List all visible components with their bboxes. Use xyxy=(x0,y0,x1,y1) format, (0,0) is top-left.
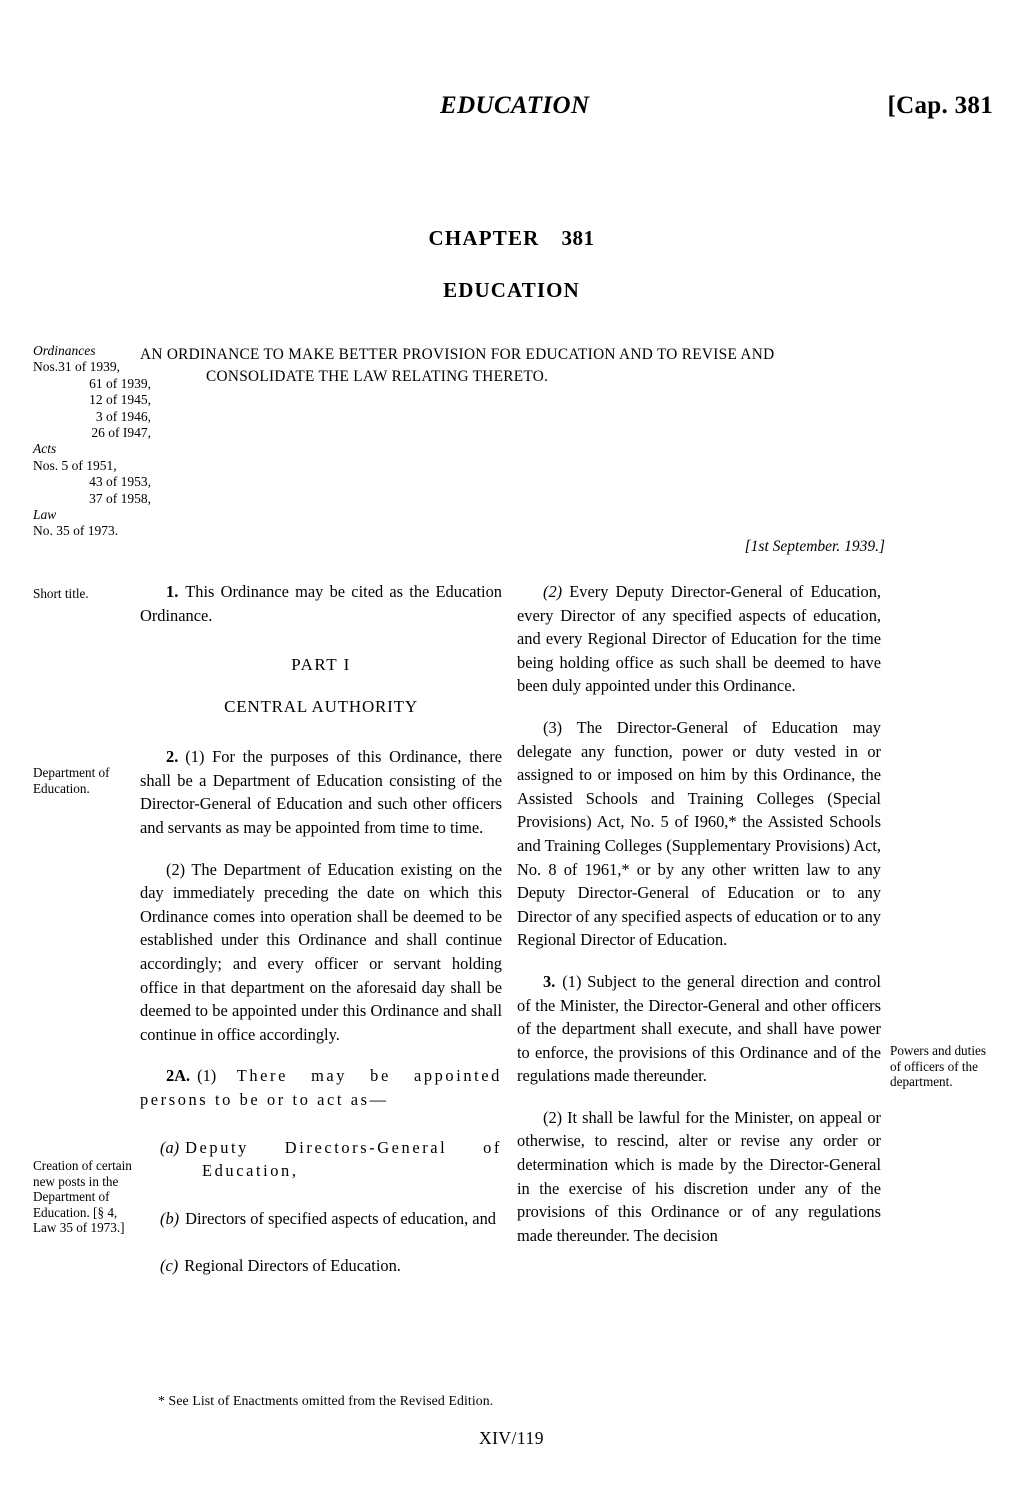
acts-label: Acts xyxy=(33,441,57,457)
section-2-subsection-2 xyxy=(140,858,502,1047)
ordinance-entry: 26 of I947, xyxy=(91,425,151,441)
section-1-text: This Ordinance may be cited as the Education Ordinance. xyxy=(140,582,502,625)
section-2A-subsection-1-text: There may be appointed persons to be or to act as— xyxy=(140,1066,502,1109)
marginal-note-short-title: Short title. xyxy=(33,586,89,601)
item-text: Regional Directors of Education. xyxy=(184,1256,401,1276)
section-2-subsection-1-text: For the purposes of this Ordinance, there shall be a Department of Education consisting of the Director-General of Education and such other officers and servants as may be appointed from time to time. xyxy=(140,747,502,837)
column-left xyxy=(140,580,502,1295)
act-entry: 43 of 1953, xyxy=(89,474,151,490)
ordinance-entry: 61 of 1939, xyxy=(89,375,151,391)
operative-date: [1st September. 1939.] xyxy=(744,538,885,555)
chapter-number: 381 xyxy=(561,226,595,250)
running-head-title: EDUCATION xyxy=(440,92,590,119)
chapter-label: CHAPTER xyxy=(428,226,540,250)
running-head xyxy=(0,92,1023,132)
section-3-subsection-2 xyxy=(517,1106,881,1248)
subsection-marker: (1) xyxy=(562,971,582,991)
running-head-cap-reference: [Cap. 381 xyxy=(887,92,993,119)
section-1-number: 1. xyxy=(166,582,179,601)
section-2-number: 2. xyxy=(166,747,179,767)
section-2A-item xyxy=(140,1254,502,1278)
subsection-marker: (1) xyxy=(185,747,205,767)
act-entry: Nos. 5 of 1951, xyxy=(33,457,117,473)
page-folio: XIV/119 xyxy=(478,1428,545,1448)
section-1 xyxy=(140,580,502,627)
law-label: Law xyxy=(33,507,57,523)
part-heading: PART I xyxy=(291,655,351,675)
act-entry: 37 of 1958, xyxy=(89,490,151,506)
item-text: Deputy Directors-General of Education, xyxy=(185,1137,502,1181)
enactment-list xyxy=(33,343,151,540)
marginal-note-creation-of-posts: Creation of certain new posts in the Department of Education. [§ 4, Law 35 of 1973.] xyxy=(33,1158,132,1236)
section-2A-subsection-3 xyxy=(517,716,881,952)
subsection-marker: (2) xyxy=(166,859,186,879)
law-entry: No. 35 of 1973. xyxy=(33,523,119,539)
item-text: Directors of specified aspects of education, and xyxy=(185,1208,496,1228)
section-3-number: 3. xyxy=(543,971,556,991)
section-3-subsection-1 xyxy=(517,970,881,1088)
section-2A-subsection-2-text: Every Deputy Director-General of Education, every Director of any specified aspects of education, and every Regional Director of Education for the time being holding office as such shall be deemed to have been duly appointed under this Ordinance. xyxy=(517,582,881,696)
footnote: * See List of Enactments omitted from the Revised Edition. xyxy=(158,1393,494,1408)
section-2A-subsection-1 xyxy=(140,1064,502,1111)
preamble-line-2: CONSOLIDATE THE LAW RELATING THERETO. xyxy=(206,368,549,385)
section-2-subsection-1 xyxy=(140,745,502,839)
section-2A-number: 2A. xyxy=(166,1066,191,1086)
section-2A-subsection-2 xyxy=(517,580,881,698)
ordinance-entry: 3 of 1946, xyxy=(95,408,151,424)
item-label: (c) xyxy=(160,1256,179,1276)
subsection-marker: (2) xyxy=(543,1107,563,1127)
subsection-marker: (3) xyxy=(543,717,563,737)
subsection-marker: (2) xyxy=(543,582,563,601)
marginal-note-department-of-education: Department of Education. xyxy=(33,765,110,796)
section-2-subsection-2-text: The Department of Education existing on the day immediately preceding the date on which this Ordinance comes into operation shall be deemed to be established under this Ordinance and shall continue accordingly; and every officer or servant holding office in that department on the aforesaid day shall be deemed to be appointed under this Ordinance and shall continue in office accordingly. xyxy=(140,859,502,1044)
part-subheading: CENTRAL AUTHORITY xyxy=(224,697,418,717)
item-label: (a) xyxy=(160,1137,180,1157)
ordinance-entry: 12 of 1945, xyxy=(89,392,151,408)
ordinances-label: Ordinances xyxy=(33,343,96,358)
column-right xyxy=(517,580,881,1247)
section-2A-subsection-3-text: The Director-General of Education may delegate any function, power or duty vested in or assigned to or imposed on him by this Ordinance, the Assisted Schools and Training Colleges (Special Provisions) Act, No. 5 of I960,* the Assisted Schools and Training Colleges (Supplementary Provisions) Act, No. 8 of 1961,* or by any other written law to any Deputy Director-General of Education or to any Director of any specified aspects of education or to any Regional Director of Education. xyxy=(517,717,881,950)
preamble-line-1: AN ORDINANCE TO MAKE BETTER PROVISION FOR EDUCATION AND TO REVISE AND xyxy=(140,346,775,363)
section-2A-item xyxy=(140,1136,502,1183)
section-2A-item xyxy=(140,1207,502,1231)
section-3-subsection-2-text: It shall be lawful for the Minister, on appeal or otherwise, to rescind, alter or revise any order or determination which is made by the Director-General in the exercise of his discretion under any of the provisions of this Ordinance or of any regulations made thereunder. The decision xyxy=(517,1107,881,1245)
chapter-heading xyxy=(0,226,1023,251)
marginal-note-powers-and-duties: Powers and duties of officers of the department. xyxy=(890,1043,986,1090)
subsection-marker: (1) xyxy=(197,1066,217,1086)
chapter-subject: EDUCATION xyxy=(443,278,580,302)
section-3-subsection-1-text: Subject to the general direction and control of the Minister, the Director-General and other officers of the department shall execute, and shall have power to enforce, the provisions of this Ordinance and of the regulations made thereunder. xyxy=(517,971,881,1086)
item-label: (b) xyxy=(160,1208,180,1228)
preamble xyxy=(140,344,882,388)
ordinance-entry: Nos.31 of 1939, xyxy=(33,359,120,375)
